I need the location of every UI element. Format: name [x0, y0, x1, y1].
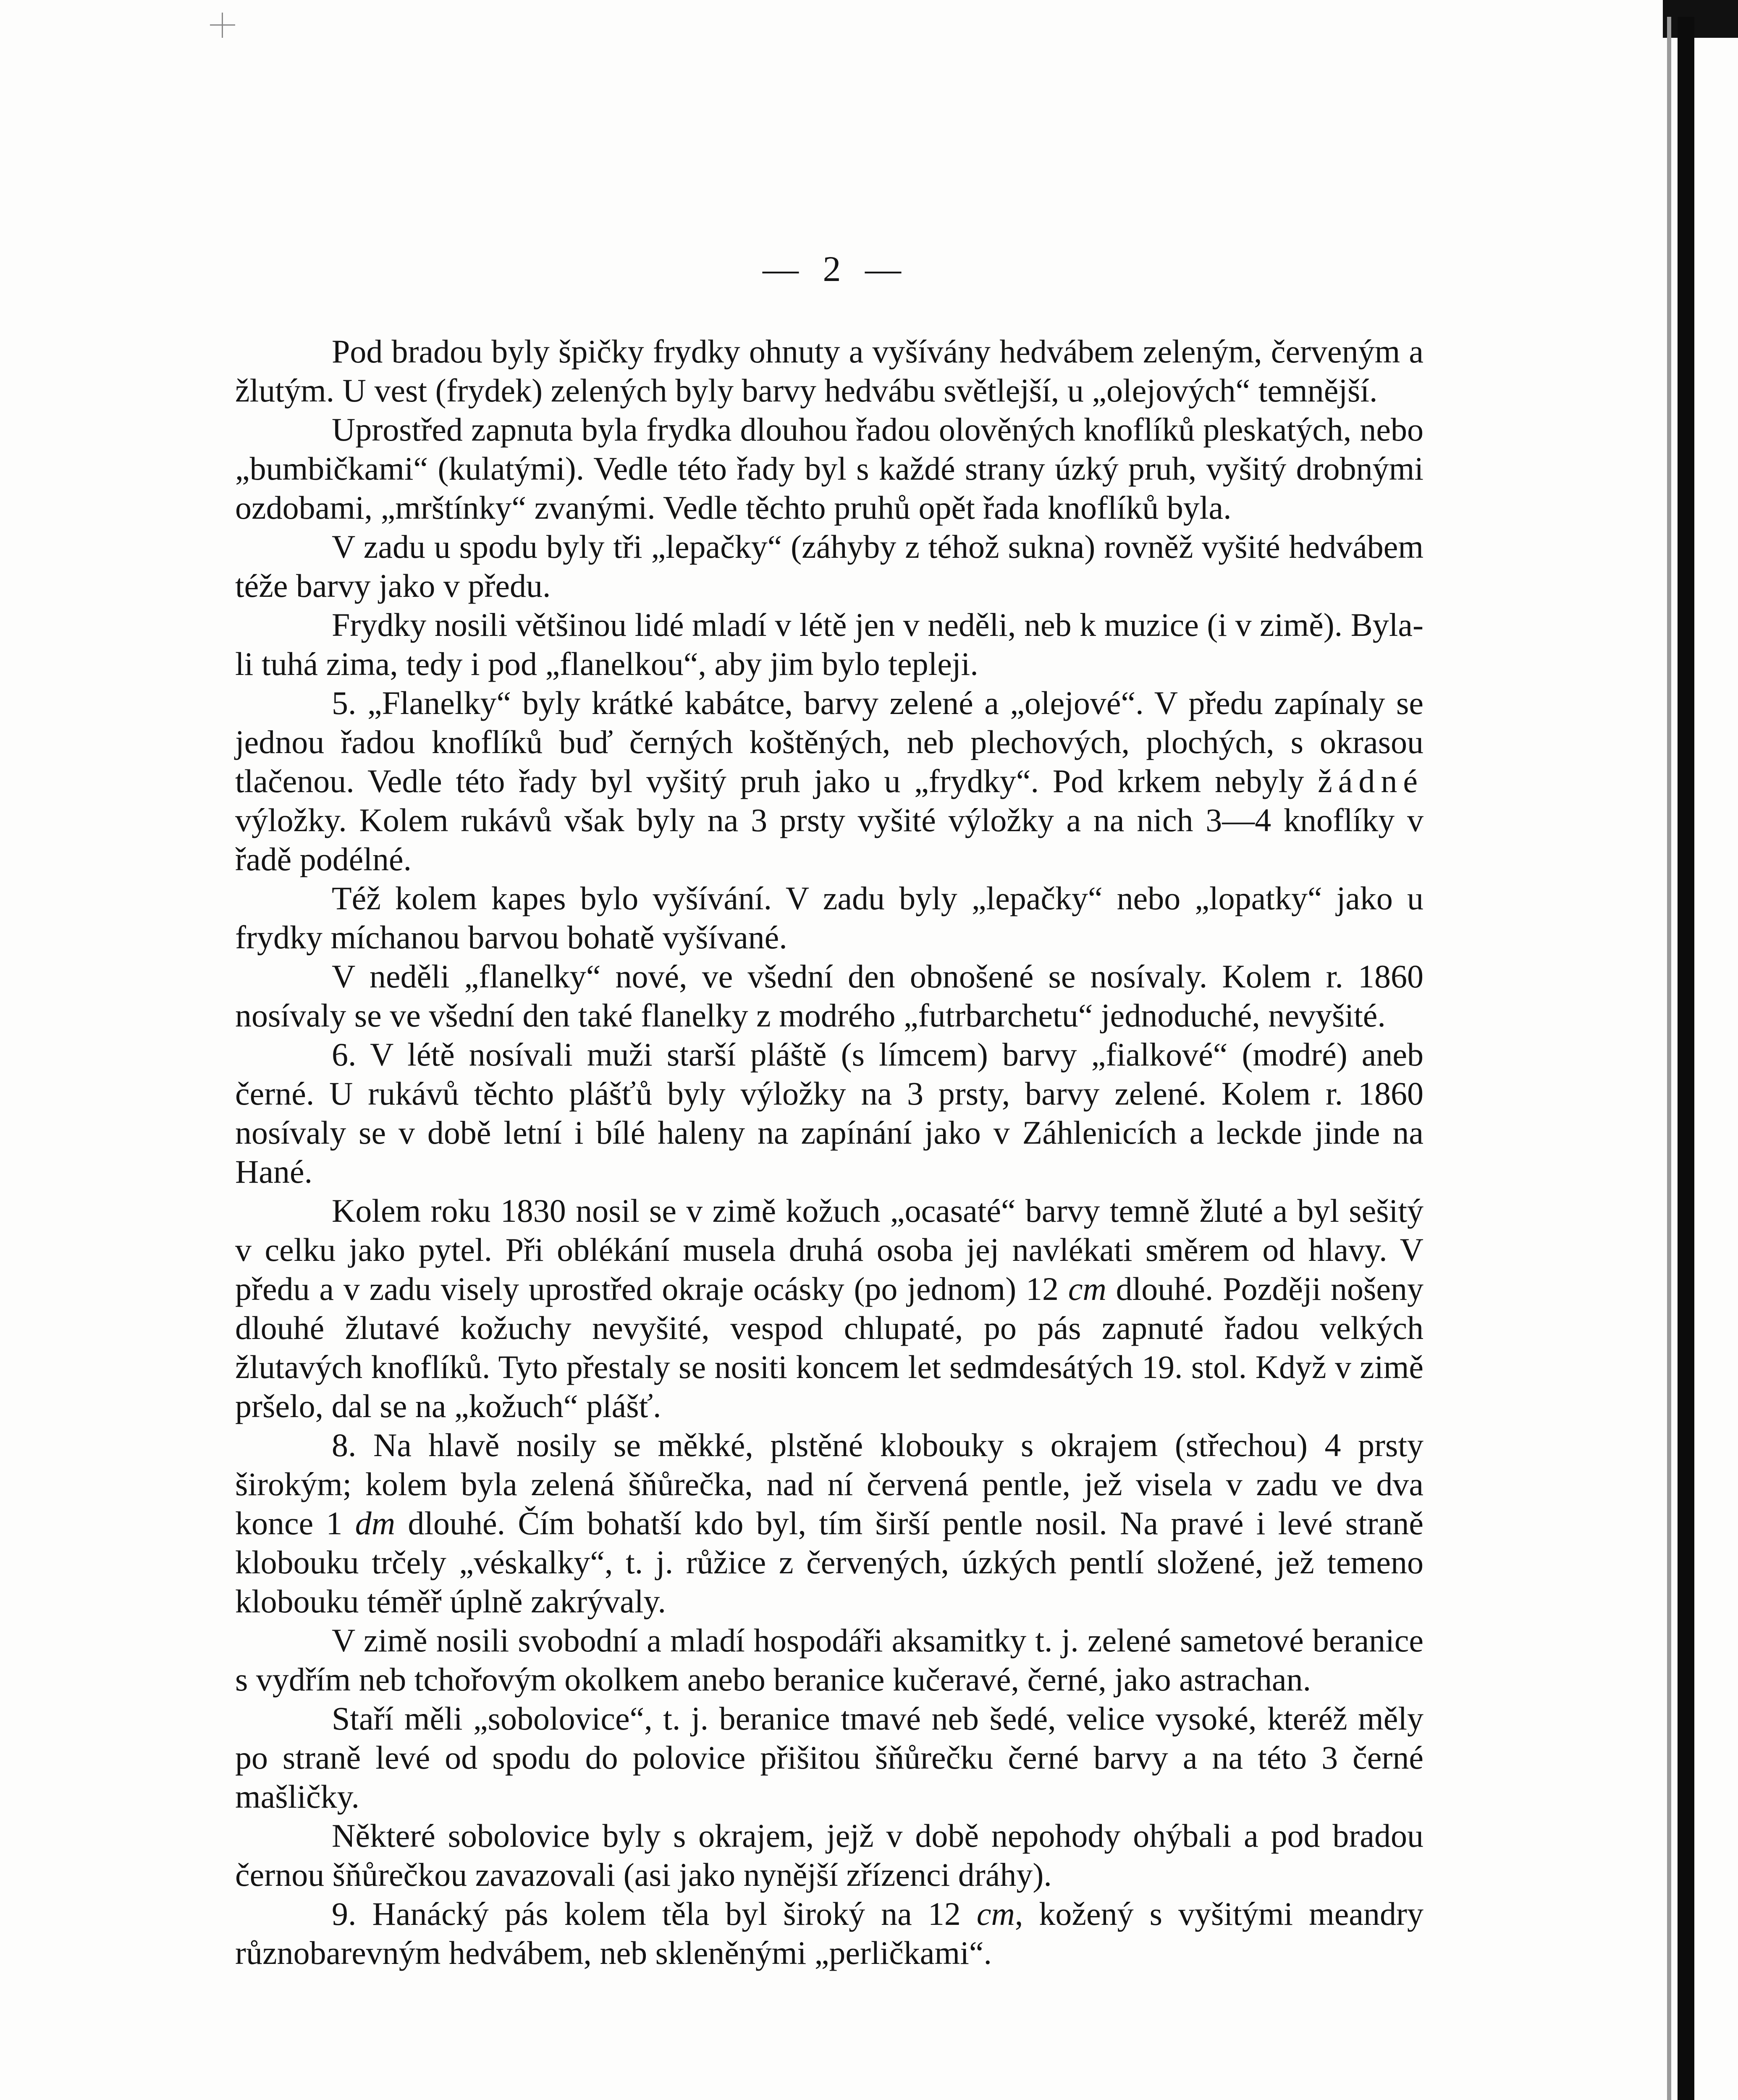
scan-edge-top	[1663, 0, 1738, 38]
body-text	[235, 332, 1423, 1972]
paragraph-10-part-a: 8. Na hlavě nosily se měkké, plstěné klobouky s okrajem (střechou) 4 prsty širokým; kolem byla zelená šňůrečka, nad ní červená pentle, jež visela v zadu ve dva konce 1	[235, 1427, 1423, 1541]
paragraph-8: 6. V létě nosívali muži starší pláště (s límcem) barvy „fialkové“ (modré) aneb černé. U rukávů těchto plášťů byly výložky na 3 prsty, barvy zelené. Kolem r. 1860 nosívaly se v době letní i bílé haleny na zapínání jako v Záhlenicích a leckde jinde na Hané.	[235, 1036, 1423, 1190]
paragraph-12: Staří měli „sobolovice“, t. j. beranice tmavé neb šedé, velice vysoké, kteréž měly po straně levé od spodu do polovice přišitou šňůrečku černé barvy a na této 3 černé mašličky.	[235, 1700, 1423, 1815]
paragraph-3: V zadu u spodu byly tři „lepačky“ (záhyby z téhož sukna) rovněž vyšité hedvábem téže barvy jako v předu.	[235, 528, 1423, 604]
paragraph-10	[235, 1425, 1423, 1621]
unit-cm: cm	[1068, 1270, 1106, 1307]
paragraph-10-part-b: dlouhé. Čím bohatší kdo byl, tím širší pentle nosil. Na pravé i levé straně klobouku trčely „véskalky“, t. j. růžice z červených, úzkých pentlí složené, jež temeno klobouku téměř úplně zakrývaly.	[235, 1505, 1424, 1620]
paragraph-5	[235, 683, 1423, 879]
paragraph-14-part-a: 9. Hanácký pás kolem těla byl široký na 12	[332, 1895, 961, 1932]
page-number: — 2 —	[763, 249, 909, 289]
unit-cm: cm	[976, 1895, 1015, 1932]
paragraph-9	[235, 1191, 1423, 1425]
paragraph-5-part-a: 5. „Flanelky“ byly krátké kabátce, barvy zelené a „olejové“. V předu zapínaly se jednou řadou knoflíků buď černých koštěných, neb plechových, plochých, s okrasou tlačenou. Vedle této řady byl vyšitý pruh jako u „frydky“. Pod krkem nebyly	[235, 685, 1423, 799]
paragraph-6: Též kolem kapes bylo vyšívání. V zadu byly „lepačky“ nebo „lopatky“ jako u frydky míchanou barvou bohatě vyšívané.	[235, 880, 1423, 956]
paragraph-2: Uprostřed zapnuta byla frydka dlouhou řadou olověných knoflíků pleskatých, nebo „bumbičkami“ (kulatými). Vedle této řady byl s každé strany úzký pruh, vyšitý drobnými ozdobami, „mrštínky“ zvanými. Vedle těchto pruhů opět řada knoflíků byla.	[235, 411, 1423, 526]
paragraph-14-part-b: , kožený s vyšitými meandry různobarevným hedvábem, neb skleněnými „perličkami“.	[235, 1895, 1424, 1971]
paragraph-7: V neděli „flanelky“ nové, ve všední den obnošené se nosívaly. Kolem r. 1860 nosívaly se ve všední den také flanelky z modrého „futrbarchetu“ jednoduché, nevyšité.	[235, 958, 1423, 1034]
paragraph-13: Některé sobolovice byly s okrajem, jejž v době nepohody ohýbali a pod bradou černou šňůrečkou zavazovali (asi jako nynější zřízenci dráhy).	[235, 1817, 1423, 1893]
paragraph-9-part-b: dlouhé. Později nošeny dlouhé žlutavé kožuchy nevyšité, vespod chlupaté, po pás zapnuté řadou velkých žlutavých knoflíků. Tyto přestaly se nositi koncem let sedmdesátých 19. stol. Když v zimě pršelo, dal se na „kožuch“ plášť.	[235, 1270, 1424, 1424]
paragraph-1: Pod bradou byly špičky frydky ohnuty a vyšívány hedvábem zeleným, červeným a žlutým. U vest (frydek) zelených byly barvy hedvábu světlejší, u „olejových“ temnější.	[235, 333, 1423, 409]
paragraph-9-part-a: Kolem roku 1830 nosil se v zimě kožuch „ocasaté“ barvy temně žluté a byl sešitý v celku jako pytel. Při oblékání musela druhá osoba jej navlékati směrem od hlavy. V předu a v zadu visely uprostřed okraje ocásky (po jednom) 12	[235, 1192, 1423, 1307]
paragraph-4: Frydky nosili většinou lidé mladí v létě jen v neděli, neb k muzice (i v zimě). Byla-li tuhá zima, tedy i pod „flanelkou“, aby jim bylo tepleji.	[235, 606, 1423, 682]
scan-edge-shadow	[1667, 17, 1671, 2100]
crop-mark-icon	[210, 13, 235, 38]
paragraph-11: V zimě nosili svobodní a mladí hospodáři aksamitky t. j. zelené sametové beranice s vydřím neb tchořovým okolkem anebo beranice kučeravé, černé, jako astrachan.	[235, 1622, 1423, 1698]
paragraph-14	[235, 1894, 1423, 1972]
unit-dm: dm	[355, 1505, 396, 1541]
scan-edge-right	[1678, 17, 1694, 2100]
emphasis-spaced: žádné	[1318, 763, 1424, 799]
paragraph-5-part-b: výložky. Kolem rukávů však byly na 3 prsty vyšité výložky a na nich 3—4 knoflíky v řadě podélné.	[235, 802, 1423, 877]
